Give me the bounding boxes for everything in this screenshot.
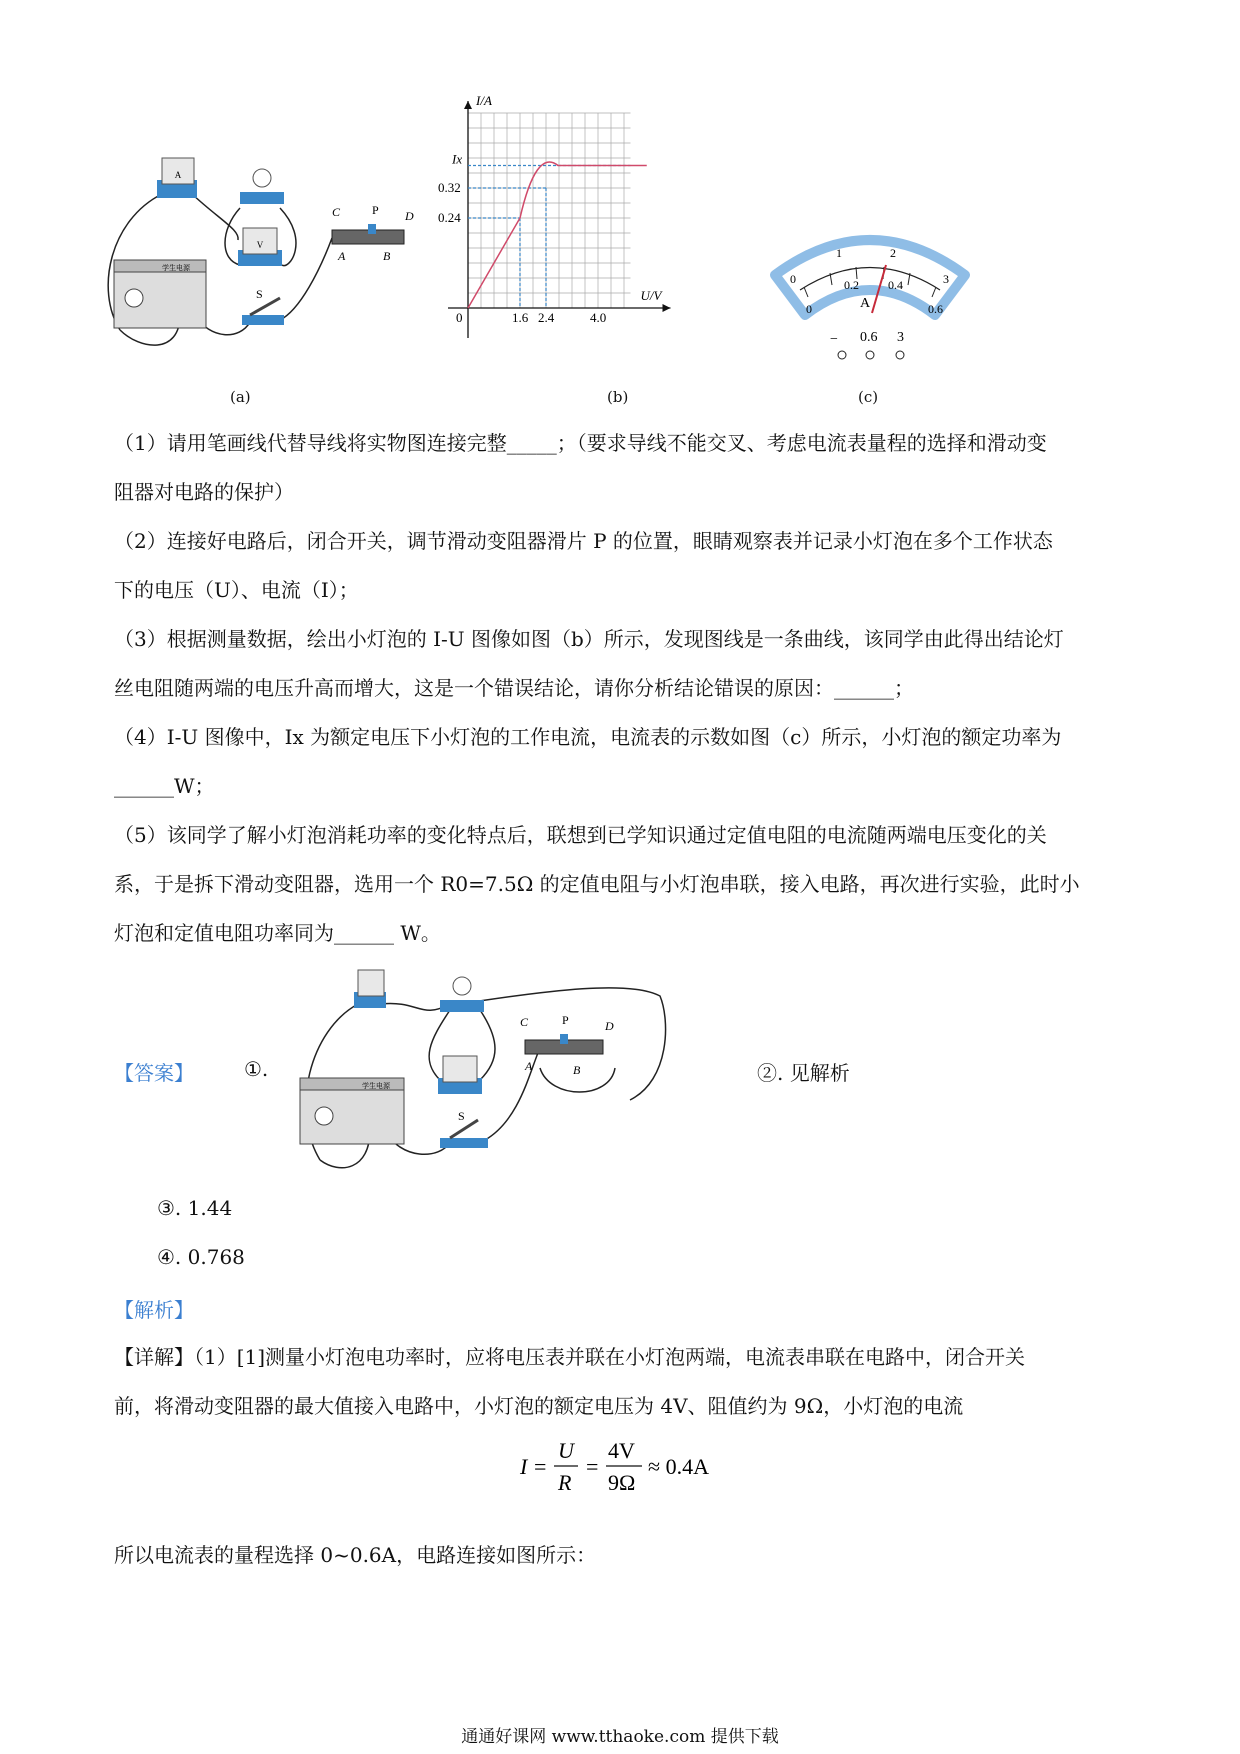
svg-text:3: 3 xyxy=(897,330,904,345)
power-supply-a xyxy=(114,260,206,328)
svg-text:U: U xyxy=(558,1438,574,1463)
svg-text:0.6: 0.6 xyxy=(928,302,943,316)
figure-c-caption: (c) xyxy=(858,388,879,406)
svg-text:0.2: 0.2 xyxy=(844,278,859,292)
iu-chart xyxy=(438,93,760,385)
iu-curve xyxy=(468,162,647,308)
analysis-line-1: 【详解】（1）[1]测量小灯泡电功率时，应将电压表并联在小灯泡两端，电流表串联在电路中，闭合开关 xyxy=(114,1345,1026,1369)
x-arrow xyxy=(663,304,671,312)
svg-text:V: V xyxy=(256,240,264,250)
svg-text:1: 1 xyxy=(836,246,842,260)
svg-text:0.6: 0.6 xyxy=(860,330,878,345)
svg-text:4V: 4V xyxy=(608,1438,635,1463)
analysis-line-2: 前，将滑动变阻器的最大值接入电路中，小灯泡的额定电压为 4V、阻值约为 9Ω，小灯泡的电流 xyxy=(114,1394,964,1418)
question-4-line-1: （4）I-U 图像中，Ix 为额定电压下小灯泡的工作电流，电流表的示数如图（c）所示，小灯泡的额定功率为 xyxy=(114,725,1062,749)
svg-text:B: B xyxy=(573,1063,581,1077)
svg-text:S: S xyxy=(256,287,263,301)
x-tick-label: 1.6 xyxy=(512,310,529,325)
answer-4: ④. 0.768 xyxy=(157,1245,245,1269)
answer-label: 【答案】 xyxy=(114,1061,194,1085)
svg-text:0: 0 xyxy=(806,302,812,316)
svg-text:I: I xyxy=(520,1454,528,1479)
svg-text:9Ω: 9Ω xyxy=(608,1470,636,1495)
ammeter-dial-c xyxy=(760,225,980,380)
ammeter-a xyxy=(157,158,197,198)
rheostat-a xyxy=(332,203,414,263)
figure-b-caption: (b) xyxy=(607,388,629,406)
y-tick-label: 0.32 xyxy=(438,180,461,195)
svg-text:学生电源: 学生电源 xyxy=(362,1082,390,1090)
svg-text:=: = xyxy=(534,1454,547,1479)
question-1-line-2: 阻器对电路的保护） xyxy=(114,480,294,504)
svg-text:0: 0 xyxy=(790,272,796,286)
answer-2: ②. 见解析 xyxy=(757,1061,850,1085)
question-2-line-2: 下的电压（U）、电流（I）； xyxy=(114,578,359,602)
svg-text:B: B xyxy=(383,249,391,263)
y-tick-label: 0.24 xyxy=(438,210,461,225)
svg-text:A: A xyxy=(525,1059,533,1073)
analysis-line-3: 所以电流表的量程选择 0~0.6A，电路连接如图所示： xyxy=(114,1543,597,1567)
question-2-line-1: （2）连接好电路后，闭合开关，调节滑动变阻器滑片 P 的位置，眼睛观察表并记录小灯泡在多个工作状态 xyxy=(114,529,1053,553)
svg-text:P: P xyxy=(372,203,379,217)
answer-circuit-figure xyxy=(290,960,730,1180)
question-5-line-3: 灯泡和定值电阻功率同为______ W。 xyxy=(114,921,441,945)
answer-3: ③. 1.44 xyxy=(157,1196,233,1220)
svg-text:D: D xyxy=(405,209,414,223)
svg-text:A: A xyxy=(338,249,346,263)
svg-text:A: A xyxy=(174,170,182,180)
svg-text:2: 2 xyxy=(890,246,896,260)
question-5-line-2: 系，于是拆下滑动变阻器，选用一个 R0=7.5Ω 的定值电阻与小灯泡串联，接入电路，再次进行实验，此时小 xyxy=(114,872,1080,896)
svg-text:R: R xyxy=(558,1470,572,1495)
x-tick-label: 2.4 xyxy=(538,310,555,325)
switch-a xyxy=(242,287,284,325)
question-3-line-1: （3）根据测量数据，绘出小灯泡的 I-U 图像如图（b）所示，发现图线是一条曲线，该同学由此得出结论灯 xyxy=(114,627,1064,651)
circuit-figure-a xyxy=(100,150,480,380)
answer-1: ①. xyxy=(244,1057,269,1081)
svg-text:C: C xyxy=(332,205,341,219)
y-ix-label: Ix xyxy=(452,151,463,167)
svg-text:≈ 0.4A: ≈ 0.4A xyxy=(648,1454,709,1479)
svg-text:3: 3 xyxy=(943,272,949,286)
svg-text:学生电源: 学生电源 xyxy=(162,264,190,272)
svg-text:P: P xyxy=(562,1013,569,1027)
footer: 通通好课网 www.tthaoke.com 提供下载 xyxy=(461,1727,779,1747)
svg-text:0.4: 0.4 xyxy=(888,278,903,292)
question-4-line-2: ______W； xyxy=(114,774,215,798)
figure-a-caption: (a) xyxy=(230,388,251,406)
y-axis-label: I/A xyxy=(476,93,492,108)
formula-render xyxy=(520,1430,740,1500)
origin-label: 0 xyxy=(456,310,463,325)
svg-text:S: S xyxy=(458,1109,465,1123)
y-arrow xyxy=(464,101,472,109)
question-1-line-1: （1）请用笔画线代替导线将实物图连接完整_____；（要求导线不能交叉、考虑电流表量程的选择和滑动变 xyxy=(114,431,1047,455)
svg-text:−: − xyxy=(830,332,838,347)
svg-text:D: D xyxy=(605,1019,614,1033)
x-tick-label: 4.0 xyxy=(590,310,607,325)
svg-text:A: A xyxy=(860,296,871,311)
question-3-line-2: 丝电阻随两端的电压升高而增大，这是一个错误结论，请你分析结论错误的原因：______； xyxy=(114,676,914,700)
question-5-line-1: （5）该同学了解小灯泡消耗功率的变化特点后，联想到已学知识通过定值电阻的电流随两端电压变化的关 xyxy=(114,823,1047,847)
voltmeter-a xyxy=(238,228,282,266)
bulb-a xyxy=(240,169,284,204)
formula xyxy=(520,1430,740,1506)
svg-text:C: C xyxy=(520,1015,529,1029)
analysis-label: 【解析】 xyxy=(114,1298,194,1322)
svg-text:=: = xyxy=(586,1454,599,1479)
x-axis-label: U/V xyxy=(640,288,662,303)
